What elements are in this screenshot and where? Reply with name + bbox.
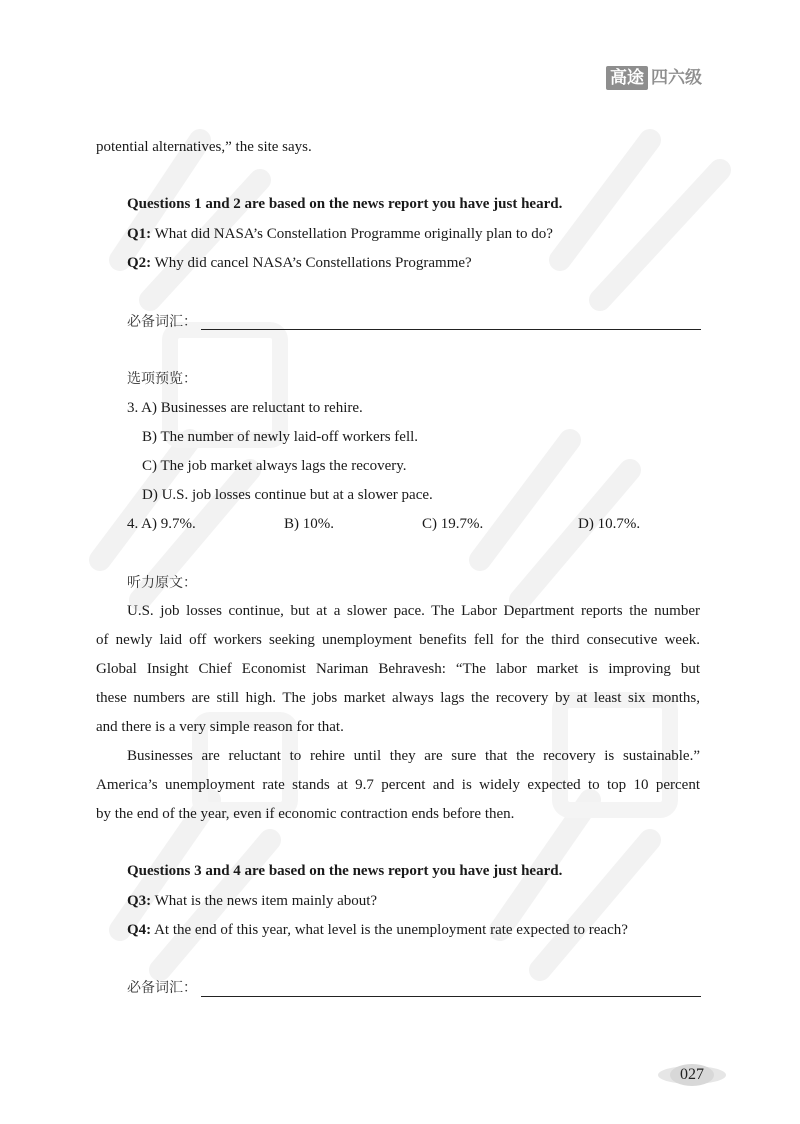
- option-3d: D) U.S. job losses continue but at a slower pace.: [142, 487, 433, 503]
- section1-instruction: Questions 1 and 2 are based on the news report you have just heard.: [127, 196, 563, 212]
- transcript-line: Businesses are reluctant to rehire until they are sure that the recovery is sustainable.”: [127, 748, 700, 764]
- q4-text: At the end of this year, what level is the unemployment rate expected to reach?: [151, 922, 628, 938]
- option-3a: 3. A) Businesses are reluctant to rehire.: [127, 400, 363, 416]
- section1-vocab-blank[interactable]: [201, 329, 701, 330]
- transcript-line: by the end of the year, even if economic contraction ends before then.: [96, 806, 515, 822]
- transcript-label: 听力原文：: [127, 575, 197, 591]
- transcript-line: these numbers are still high. The jobs market always lags the recovery by at least six months,: [96, 690, 700, 706]
- brand-logo: [606, 66, 702, 90]
- transcript-line: and there is a very simple reason for that.: [96, 719, 344, 735]
- q1-text: What did NASA’s Constellation Programme originally plan to do?: [151, 226, 553, 242]
- question-q3: [127, 891, 377, 911]
- brand-logo-text: 四六级: [651, 68, 702, 88]
- section1-vocab-label: 必备词汇：: [127, 314, 197, 330]
- section2-vocab-label: 必备词汇：: [127, 980, 197, 996]
- transcript-line: of newly laid off workers seeking unemployment benefits fell for the third consecutive week.: [96, 632, 700, 648]
- transcript-line: Global Insight Chief Economist Nariman Behravesh: “The labor market is improving but: [96, 661, 700, 677]
- question-q2: [127, 253, 472, 273]
- q3-text: What is the news item mainly about?: [151, 893, 378, 909]
- page-number-badge: [656, 1062, 728, 1088]
- q3-label: Q3:: [127, 893, 152, 909]
- q2-label: Q2:: [127, 255, 152, 271]
- page-number: 027: [680, 1066, 704, 1083]
- q4-label: Q4:: [127, 922, 152, 938]
- transcript-line: U.S. job losses continue, but at a slower pace. The Labor Department reports the number: [127, 603, 700, 619]
- q2-text: Why did cancel NASA’s Constellations Programme?: [151, 255, 472, 271]
- option-3b: B) The number of newly laid-off workers fell.: [142, 429, 419, 445]
- preview-label: 选项预览：: [127, 371, 197, 387]
- question-q4: [127, 920, 628, 940]
- option-4b: B) 10%.: [284, 516, 334, 532]
- option-4a: 4. A) 9.7%.: [127, 516, 196, 532]
- intro-line: potential alternatives,” the site says.: [96, 139, 312, 155]
- option-4d: D) 10.7%.: [578, 516, 641, 532]
- question-q1: [127, 224, 553, 244]
- section2-vocab-blank[interactable]: [201, 996, 701, 997]
- section2-instruction: Questions 3 and 4 are based on the news report you have just heard.: [127, 863, 563, 879]
- transcript-line: America’s unemployment rate stands at 9.7 percent and is widely expected to top 10 percent: [96, 777, 700, 793]
- option-3c: C) The job market always lags the recovery.: [142, 458, 407, 474]
- option-4c: C) 19.7%.: [422, 516, 484, 532]
- q1-label: Q1:: [127, 226, 152, 242]
- brand-logo-box: 高途: [606, 66, 648, 90]
